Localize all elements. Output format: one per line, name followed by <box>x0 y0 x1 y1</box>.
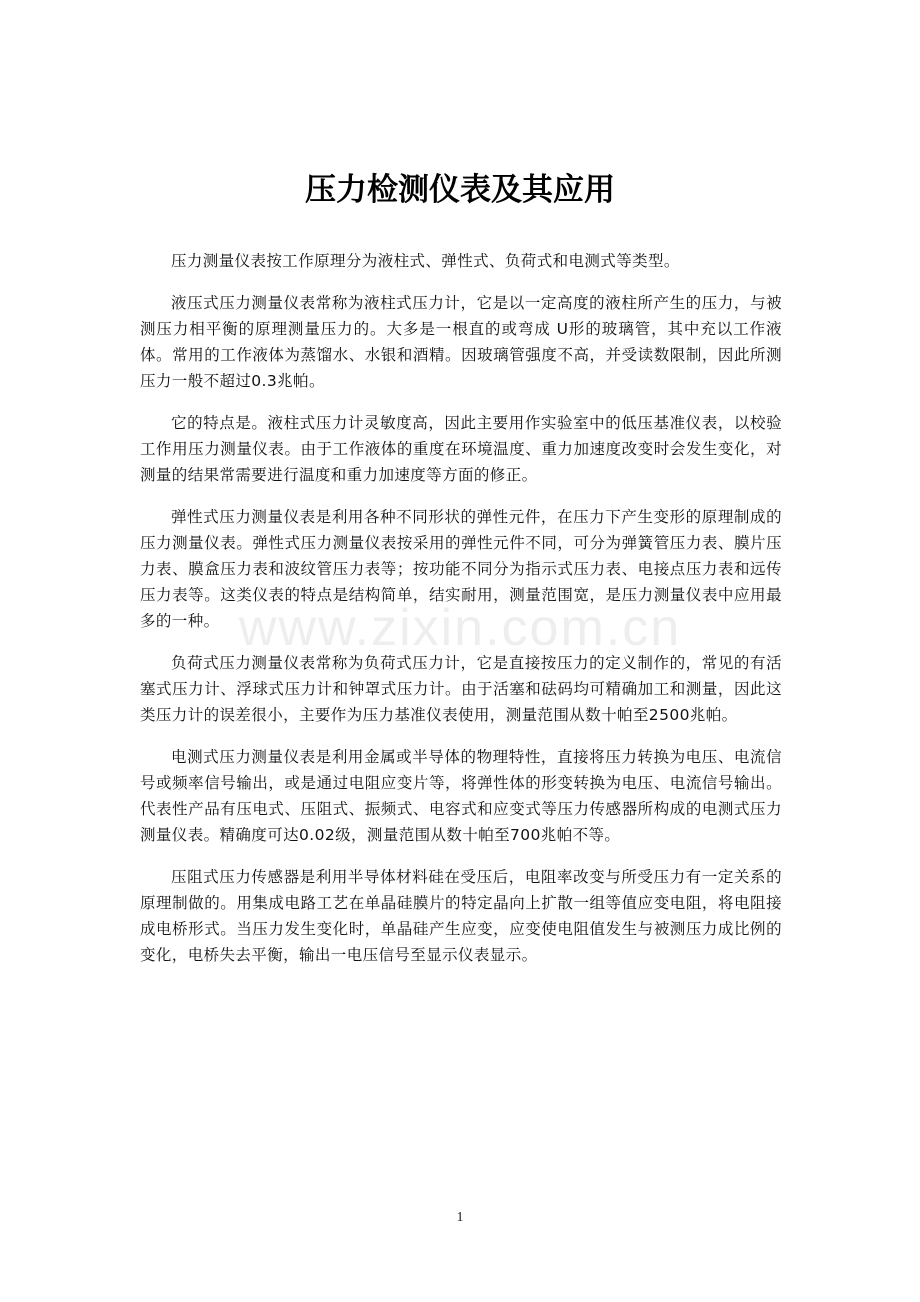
paragraph-6: 电测式压力测量仪表是利用金属或半导体的物理特性，直接将压力转换为电压、电流信号或频率信号输出，或是通过电阻应变片等，将弹性体的形变转换为电压、电流信号输出。代表性产品有压电式、压阻式、振频式、电容式和应变式等压力传感器所构成的电测式压力测量仪表。精确度可达0.02级，测量范围从数十帕至700兆帕不等。 <box>140 748 782 844</box>
paragraph-7: 压阻式压力传感器是利用半导体材料硅在受压后，电阻率改变与所受压力有一定关系的原理制做的。用集成电路工艺在单晶硅膜片的特定晶向上扩散一组等值应变电阻，将电阻接成电桥形式。当压力发生变化时，单晶硅产生应变，应变使电阻值发生与被测压力成比例的变化，电桥失去平衡，输出一电压信号至显示仪表显示。 <box>140 868 782 964</box>
page-number: 1 <box>456 1210 464 1225</box>
document-title: 压力检测仪表及其应用 <box>305 172 615 208</box>
paragraph-2: 液压式压力测量仪表常称为液柱式压力计，它是以一定高度的液柱所产生的压力，与被测压力相平衡的原理测量压力的。大多是一根直的或弯成 U形的玻璃管，其中充以工作液体。常用的工作液体为蒸馏水、水银和酒精。因玻璃管强度不高，并受读数限制，因此所测压力一般不超过0.3兆帕。 <box>140 294 782 390</box>
paragraph-5: 负荷式压力测量仪表常称为负荷式压力计，它是直接按压力的定义制作的，常见的有活塞式压力计、浮球式压力计和钟罩式压力计。由于活塞和砝码均可精确加工和测量，因此这类压力计的误差很小，主要作为压力基准仪表使用，测量范围从数十帕至2500兆帕。 <box>140 654 782 724</box>
paragraph-3: 它的特点是。液柱式压力计灵敏度高，因此主要用作实验室中的低压基准仪表，以校验工作用压力测量仪表。由于工作液体的重度在环境温度、重力加速度改变时会发生变化，对测量的结果常需要进行温度和重力加速度等方面的修正。 <box>140 414 782 484</box>
watermark-text: www.zixin.com.cn <box>238 599 682 657</box>
paragraph-4: 弹性式压力测量仪表是利用各种不同形状的弹性元件，在压力下产生变形的原理制成的压力测量仪表。弹性式压力测量仪表按采用的弹性元件不同，可分为弹簧管压力表、膜片压力表、膜盒压力表和波纹管压力表等；按功能不同分为指示式压力表、电接点压力表和远传压力表等。这类仪表的特点是结构简单，结实耐用，测量范围宽，是压力测量仪表中应用最多的一种。 <box>140 508 782 630</box>
document-body <box>140 248 782 984</box>
paragraph-1: 压力测量仪表按工作原理分为液柱式、弹性式、负荷式和电测式等类型。 <box>171 252 680 270</box>
